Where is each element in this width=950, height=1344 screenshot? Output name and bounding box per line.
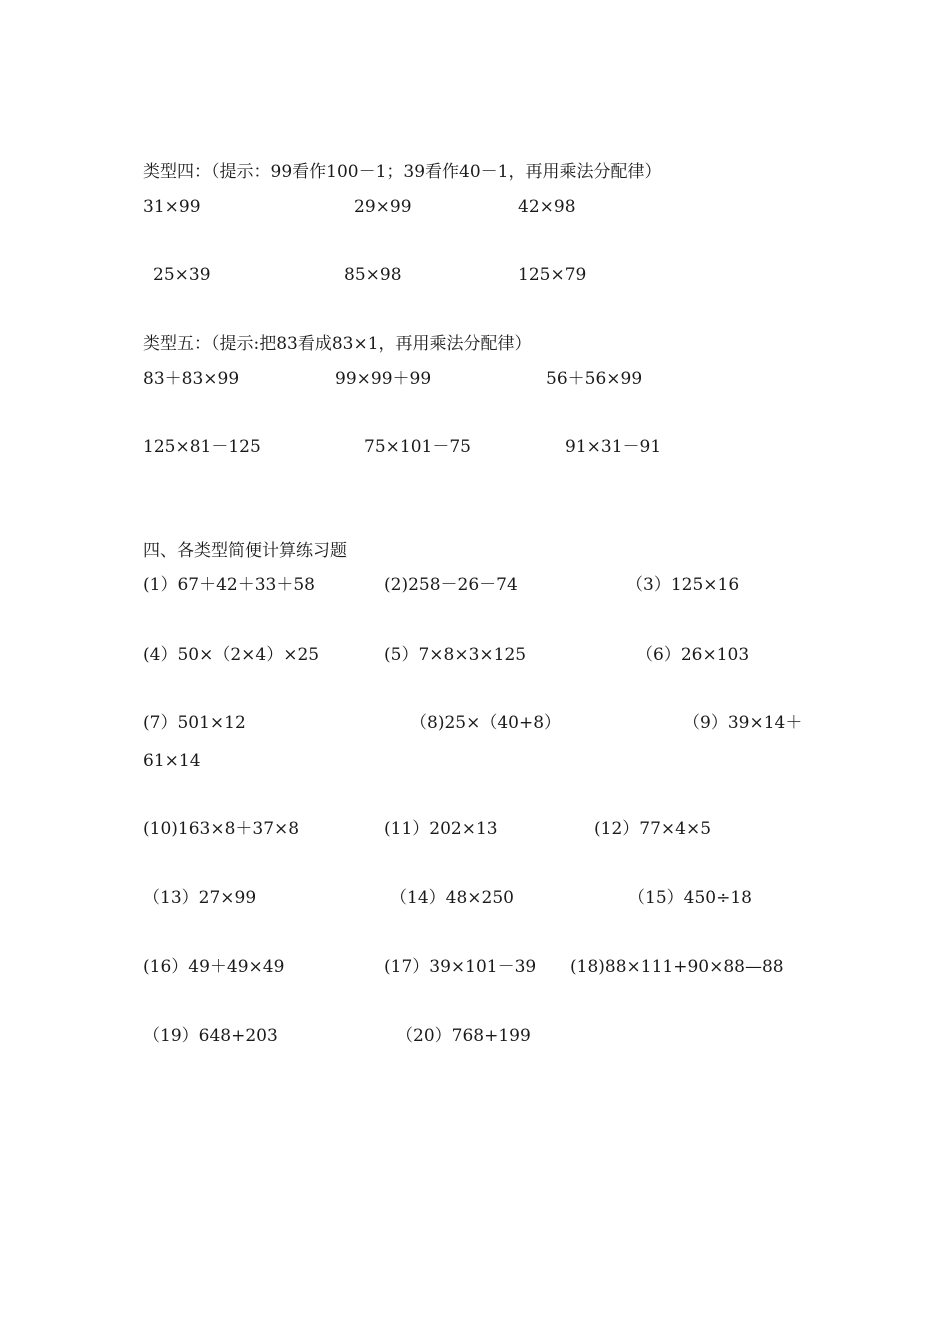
section5-heading: 类型五：（提示:把83看成83×1，再用乘法分配律） (143, 334, 532, 354)
problem: 75×101－75 (364, 437, 471, 457)
practice-item: (4）50×（2×4）×25 (143, 645, 320, 665)
problem: 56＋56×99 (546, 369, 643, 389)
practice-item: (17）39×101－39 (384, 957, 537, 977)
practice-item: （3）125×16 (626, 575, 740, 595)
practice-item: (10)163×8＋37×8 (143, 819, 300, 839)
problem: 83＋83×99 (143, 369, 240, 389)
practice-item: (11）202×13 (384, 819, 498, 839)
practice-item: (16）49＋49×49 (143, 957, 285, 977)
problem: 125×79 (518, 265, 587, 285)
problem: 91×31－91 (565, 437, 662, 457)
problem: 31×99 (143, 197, 201, 217)
practice-item: （6）26×103 (636, 645, 750, 665)
problem: 85×98 (344, 265, 402, 285)
practice-item: （14）48×250 (390, 888, 514, 908)
practice-item: （9）39×14＋ (683, 713, 803, 733)
section4-heading: 类型四：（提示：99看作100－1；39看作40－1，再用乘法分配律） (143, 162, 662, 182)
practice-item: （13）27×99 (143, 888, 257, 908)
practice-item: （20）768+199 (396, 1026, 531, 1046)
practice-item: （15）450÷18 (628, 888, 752, 908)
practice-item: (7）501×12 (143, 713, 246, 733)
practice-item: (2)258－26－74 (384, 575, 518, 595)
problem: 42×98 (518, 197, 576, 217)
practice-item: (1）67＋42＋33＋58 (143, 575, 315, 595)
practice-item: (18)88×111+90×88—88 (570, 957, 784, 977)
practice-item: 61×14 (143, 751, 201, 771)
problem: 25×39 (153, 265, 211, 285)
practice-item: （8)25×（40+8） (410, 713, 562, 733)
practice-heading: 四、各类型简便计算练习题 (143, 541, 347, 561)
problem: 99×99＋99 (335, 369, 432, 389)
problem: 125×81－125 (143, 437, 261, 457)
practice-item: (5）7×8×3×125 (384, 645, 527, 665)
practice-item: (12）77×4×5 (594, 819, 712, 839)
practice-item: （19）648+203 (143, 1026, 278, 1046)
problem: 29×99 (354, 197, 412, 217)
